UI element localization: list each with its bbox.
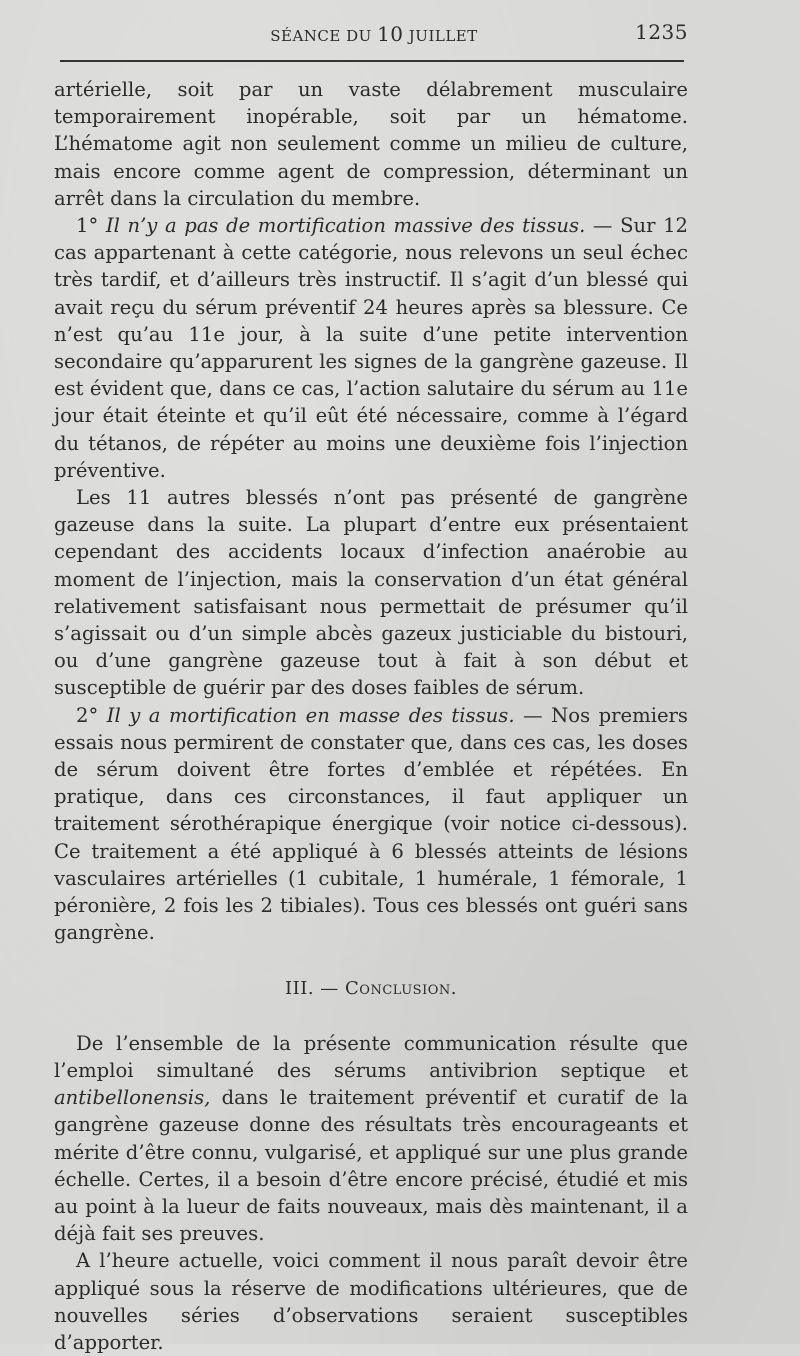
paragraph-6: A l’heure actuelle, voici comment il nous paraît devoir être appliqué sous la réserve de modifications ultérieures, que de nouvelles séries d’observations seraient susceptibles d’apporter. (54, 1249, 688, 1354)
running-title (60, 22, 688, 46)
paragraph-4-text: — Nos premiers essais nous permirent de constater que, dans ces cas, les doses de sérum doivent être fortes d’emblée et répétées. En pratique, dans ces circonstances, il faut appliquer un traitement sérothérapique énergique (voir notice ci-dessous). Ce traitement a été appliqué à 6 blessés atteints de lésions vasculaires artérielles (1 cubitale, 1 humérale, 1 fémorale, 1 péronière, 2 fois les 2 tibiales). Tous ces blessés ont guéri sans gangrène. (54, 703, 688, 945)
paragraph-5-start: De l’ensemble de la présente communication résulte que l’emploi simultané des sérums antivibrion septique et (54, 1031, 688, 1082)
page-number: 1235 (635, 20, 688, 44)
title-suffix: JUILLET (403, 27, 478, 45)
body-text (54, 76, 688, 1356)
running-head (60, 20, 688, 44)
item-heading-1: Il n’y a pas de mortification massive des tissus. (105, 214, 586, 238)
paragraph-5-rest: dans le traitement préventif et curatif de la gangrène gazeuse donne des résultats très encourageants et mérite d’être connu, vulgarisé, et appliqué sur une plus grande échelle. Certes, il a besoin d’être encore précisé, étudié et mis au point à la lueur de faits nouveaux, mais dès maintenant, il a déjà fait ses preuves. (54, 1086, 688, 1246)
section-heading: III. — Conclusion. (285, 977, 457, 999)
paragraph-4 (54, 702, 688, 947)
paragraph-5 (54, 1030, 688, 1248)
title-day: 10 (377, 22, 404, 46)
serum-name: antibellonensis, (54, 1086, 211, 1110)
item-number-1: 1° (76, 214, 99, 238)
paragraph-3: Les 11 autres blessés n’ont pas présenté de gangrène gazeuse dans la suite. La plupart d’entre eux présentaient cependant des accidents locaux d’infection anaérobie au moment de l’injection, mais la conservation d’un état général relativement satisfaisant nous permettait de présumer qu’il s’agissait ou d’un simple abcès gazeux justiciable du bistouri, ou d’une gangrène gazeuse tout à fait à son début et susceptible de guérir par des doses faibles de sérum. (54, 486, 688, 700)
paragraph-2-text: — Sur 12 cas appartenant à cette catégorie, nous relevons un seul échec très tardif, et d’ailleurs très instructif. Il s’agit d’un blessé qui avait reçu du sérum préventif 24 heures après sa blessure. Ce n’est qu’au 11e jour, à la suite d’une petite intervention secondaire qu’apparurent les signes de la gangrène gazeuse. Il est évident que, dans ce cas, l’action salutaire du sérum au 11e jour était éteinte et qu’il eût été nécessaire, comme à l’égard du tétanos, de répéter au moins une deuxième fois l’injection préventive. (54, 214, 688, 482)
header-rule (60, 60, 684, 62)
paragraph-2 (54, 212, 688, 484)
paragraph-1: artérielle, soit par un vaste délabrement musculaire temporairement inopérable, soit par un hématome. L’hématome agit non seulement comme un milieu de culture, mais encore comme agent de compression, déterminant un arrêt dans la circulation du membre. (54, 78, 688, 210)
title-prefix: SÉANCE DU (270, 27, 378, 45)
item-heading-2: Il y a mortification en masse des tissus. (106, 703, 515, 727)
item-number-2: 2° (76, 703, 99, 727)
